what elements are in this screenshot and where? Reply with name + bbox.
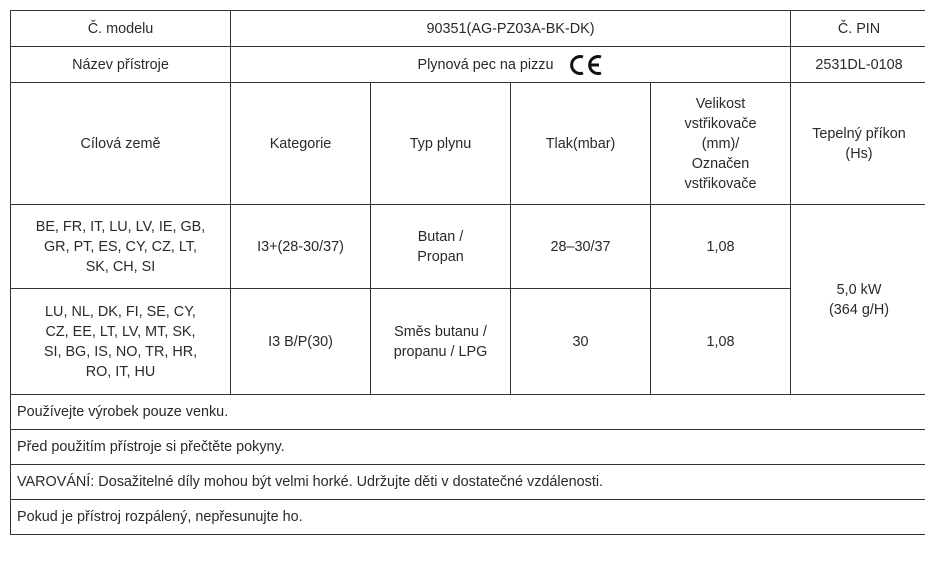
- model-label: Č. modelu: [11, 11, 231, 47]
- row-1-injector: 1,08: [651, 205, 791, 289]
- column-header-row: [11, 83, 925, 205]
- row-2-category: I3 B/P(30): [231, 289, 371, 395]
- spec-table: [10, 10, 925, 535]
- appliance-name-value: Plynová pec na pizzu: [418, 55, 554, 75]
- name-row: [11, 47, 925, 83]
- col-heat: Tepelný příkon (Hs): [791, 83, 925, 205]
- col-category: Kategorie: [231, 83, 371, 205]
- note-row: [11, 430, 925, 465]
- row-1-pressure: 28–30/37: [511, 205, 651, 289]
- note-row: [11, 465, 925, 500]
- pin-label: Č. PIN: [791, 11, 925, 47]
- table-row: [11, 205, 925, 289]
- row-2-gas: Směs butanu / propanu / LPG: [371, 289, 511, 395]
- note-row: [11, 500, 925, 535]
- note-read-instructions: Před použitím přístroje si přečtěte pokyny.: [11, 430, 925, 465]
- col-country: Cílová země: [11, 83, 231, 205]
- table-row: [11, 289, 925, 395]
- col-injector: Velikost vstřikovače (mm)/ Označen vstřikovače: [651, 83, 791, 205]
- heat-value: 5,0 kW (364 g/H): [791, 205, 925, 395]
- pin-value: 2531DL-0108: [791, 47, 925, 83]
- row-2-country: LU, NL, DK, FI, SE, CY, CZ, EE, LT, LV, MT, SK, SI, BG, IS, NO, TR, HR, RO, IT, HU: [11, 289, 231, 395]
- note-row: [11, 395, 925, 430]
- row-1-gas: Butan / Propan: [371, 205, 511, 289]
- row-1-category: I3+(28-30/37): [231, 205, 371, 289]
- model-row: [11, 11, 925, 47]
- ce-mark-icon: [568, 54, 604, 76]
- note-warning-hot-parts: VAROVÁNÍ: Dosažitelné díly mohou být velmi horké. Udržujte děti v dostatečné vzdálenosti.: [11, 465, 925, 500]
- col-gas: Typ plynu: [371, 83, 511, 205]
- col-pressure: Tlak(mbar): [511, 83, 651, 205]
- note-do-not-move: Pokud je přístroj rozpálený, nepřesunujte ho.: [11, 500, 925, 535]
- note-outdoor-use: Používejte výrobek pouze venku.: [11, 395, 925, 430]
- rating-plate: [10, 10, 925, 570]
- appliance-name-cell: [231, 47, 791, 83]
- row-2-pressure: 30: [511, 289, 651, 395]
- model-value: 90351(AG-PZ03A-BK-DK): [231, 11, 791, 47]
- row-1-country: BE, FR, IT, LU, LV, IE, GB, GR, PT, ES, CY, CZ, LT, SK, CH, SI: [11, 205, 231, 289]
- row-2-injector: 1,08: [651, 289, 791, 395]
- appliance-name-label: Název přístroje: [11, 47, 231, 83]
